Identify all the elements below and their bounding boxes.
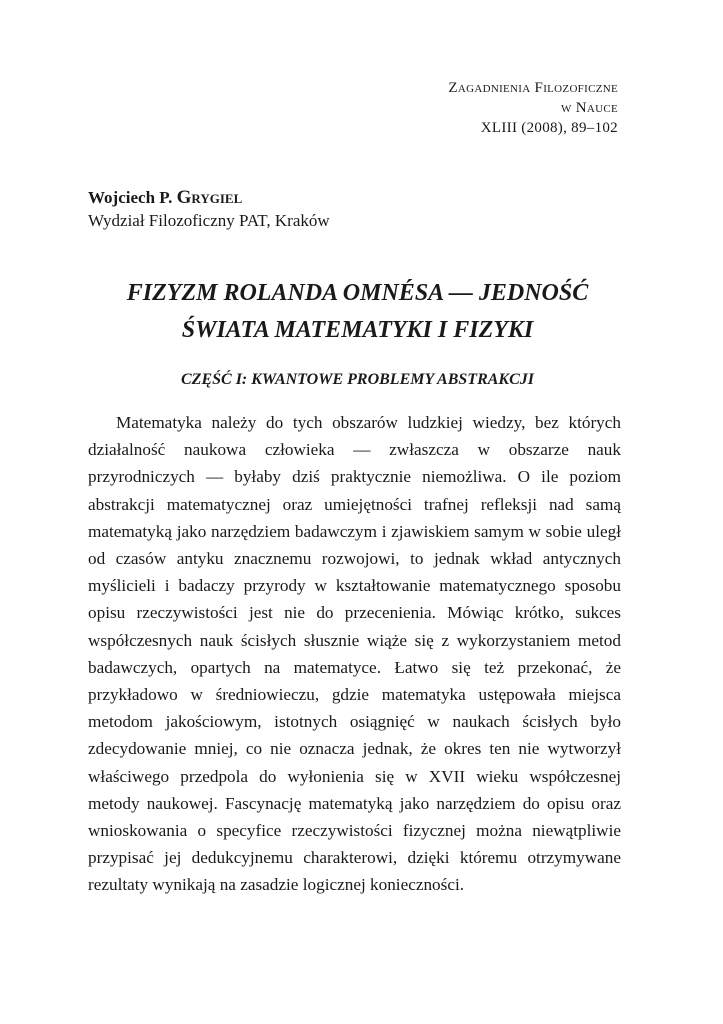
author-name [88,186,330,209]
author-surname: Grygiel [176,187,243,208]
article-title [60,275,655,349]
author-block [88,186,330,232]
article-title-line1: FIZYZM ROLANDA OMNÉSA — JEDNOŚĆ [126,280,589,306]
journal-header [448,78,618,138]
body-paragraph: Matematyka należy do tych obszarów ludzkiej wiedzy, bez których działalność naukowa człowieka — zwłaszcza w obszarze nauk przyrodniczych — byłaby dziś praktycznie niemożliwa. O ile poziom abstrakcji matematycznej oraz umiejętności trafnej refleksji nad samą matematyką jako narzędziem badawczym i zjawiskiem samym w sobie uległ od czasów antyku znacznemu rozwojowi, to jednak wkład antycznych myślicieli i badaczy przyrody w kształtowanie matematycznego sposobu opisu rzeczywistości jest nie do przecenienia. Mówiąc krótko, sukces współczesnych nauk ścisłych słusznie wiąże się z wykorzystaniem metod badawczych, opartych na matematyce. Łatwo się też przekonać, że przykładowo w średniowieczu, gdzie matematyka ustępowała miejsca metodom jakościowym, istotnych osiągnięć w naukach ścisłych było zdecydowanie mniej, co nie oznacza jednak, że okres ten nie wytworzył właściwego przedpola do wyłonienia się w XVII wieku współczesnej metody naukowej. Fascynację matematyką jako narzędziem do opisu oraz wnioskowania o specyfice rzeczywistości fizycznej można niewątpliwie przypisać jej dedukcyjnemu charakterowi, dzięki któremu otrzymywane rezultaty wynikają na zasadzie logicznej konieczności. [88,413,621,895]
journal-name-line2: w Nauce [560,100,618,116]
journal-issue: XLIII (2008), 89–102 [480,120,618,136]
author-affiliation: Wydział Filozoficzny PAT, Kraków [88,211,330,230]
author-given-names: Wojciech P. [88,188,173,207]
journal-name: Zagadnienia Filozoficzne [448,80,618,96]
article-title-line2: ŚWIATA MATEMATYKI I FIZYKI [181,317,534,343]
part-title: CZĘŚĆ I: KWANTOWE PROBLEMY ABSTRAKCJI [181,371,534,388]
